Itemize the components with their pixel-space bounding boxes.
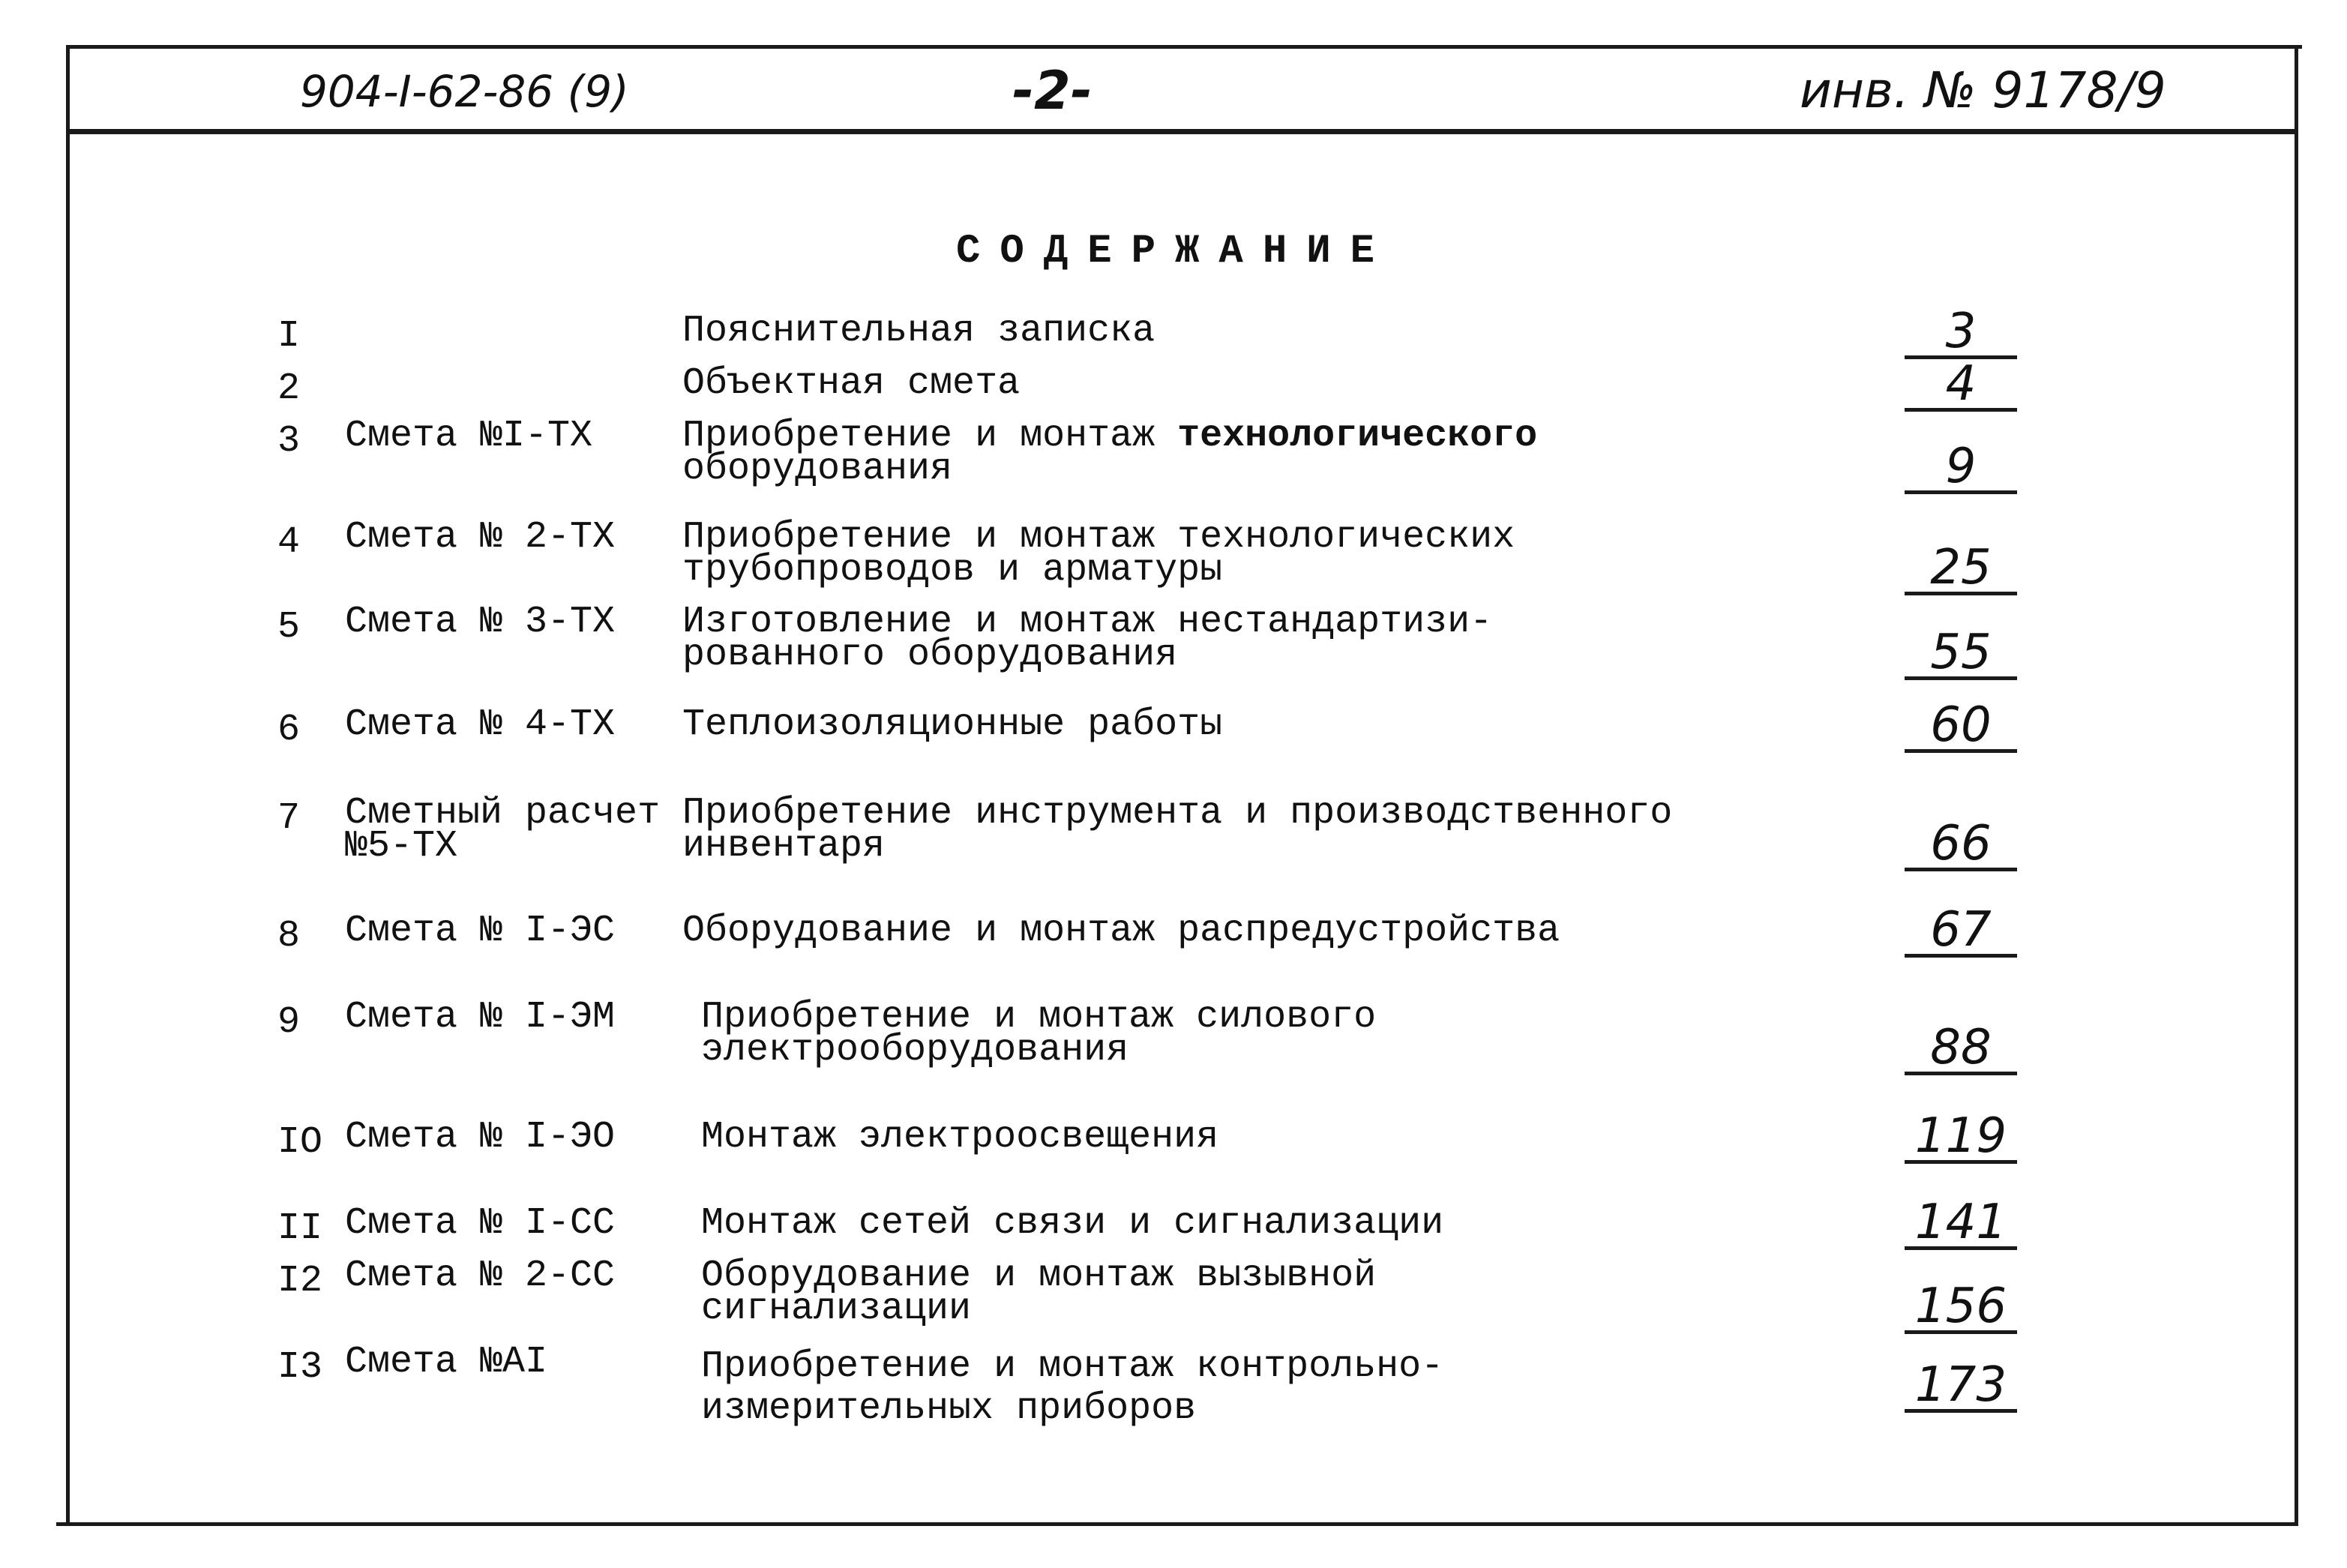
- entry-page: 173: [1905, 1361, 2017, 1413]
- entry-number: 4: [277, 521, 301, 564]
- entry-number: 5: [277, 606, 301, 649]
- entry-document: Смета № 2-СС: [345, 1255, 616, 1297]
- entry-description: Оборудование и монтаж распредустройства: [682, 910, 1560, 952]
- entry-description-line2: инвентаря: [682, 825, 886, 868]
- entry-page: 66: [1905, 820, 2017, 871]
- entry-document: [345, 792, 661, 868]
- entry-page: 3: [1905, 307, 2017, 359]
- entry-description-text: Приобретение и монтаж контрольно-: [701, 1345, 1444, 1388]
- entry-description: [682, 516, 1515, 592]
- entry-description-text: Приобретение и монтаж силового: [701, 996, 1377, 1039]
- entry-number: 2: [277, 367, 301, 410]
- entry-page: 156: [1905, 1282, 2017, 1334]
- entry-document: Смета №I-ТХ: [345, 415, 593, 457]
- entry-page: 25: [1905, 544, 2017, 595]
- entry-page: 4: [1905, 360, 2017, 412]
- entry-page: 9: [1905, 442, 2017, 494]
- entry-description-text: Изготовление и монтаж нестандартизи-: [682, 601, 1493, 643]
- entry-document: Смета №АI: [345, 1341, 548, 1384]
- entry-document-line2: №5-ТХ: [345, 825, 458, 868]
- entry-document: Смета № I-СС: [345, 1202, 616, 1245]
- entry-document: Смета № I-ЭС: [345, 910, 616, 952]
- entry-page: 88: [1905, 1024, 2017, 1075]
- entry-description-line2: электрооборудования: [701, 1029, 1129, 1072]
- entry-number: 6: [277, 709, 301, 751]
- entry-number: II: [277, 1207, 323, 1250]
- entry-number: I: [277, 315, 301, 358]
- entry-number: I3: [277, 1346, 323, 1389]
- entry-page: 55: [1905, 628, 2017, 680]
- entry-description-text: Оборудование и монтаж вызывной: [701, 1255, 1377, 1297]
- entry-number: I2: [277, 1260, 323, 1303]
- page-number: -2-: [1012, 60, 1093, 121]
- entry-description: [701, 1346, 1443, 1430]
- entry-description: [682, 601, 1493, 676]
- entry-document: Смета № 2-ТХ: [345, 516, 616, 559]
- entry-description: [682, 415, 1538, 490]
- frame-left-border: [66, 45, 70, 1522]
- entry-document: Смета № I-ЭМ: [345, 996, 616, 1039]
- entry-document-text: Сметный расчет: [345, 792, 661, 835]
- entry-description: [701, 996, 1377, 1072]
- entry-description-line2: измерительных приборов: [701, 1387, 1197, 1430]
- page-title: СОДЕРЖАНИЕ: [956, 229, 1395, 274]
- entry-description-bold: технологического: [1177, 415, 1538, 457]
- entry-page: 60: [1905, 701, 2017, 753]
- entry-number: 3: [277, 420, 301, 463]
- entry-number: IO: [277, 1121, 323, 1164]
- entry-number: 8: [277, 915, 301, 958]
- entry-description-text: Приобретение инструмента и производственного: [682, 792, 1673, 835]
- inventory-number: инв. № 9178/9: [1800, 61, 2166, 119]
- frame-right-border: [2295, 45, 2298, 1526]
- entry-description: Монтаж электроосвещения: [701, 1116, 1219, 1159]
- entry-description: Монтаж сетей связи и сигнализации: [701, 1202, 1444, 1245]
- entry-number: 9: [277, 1001, 301, 1044]
- entry-description-text: Приобретение и монтаж: [682, 415, 1178, 457]
- entry-description-text: Приобретение и монтаж технологических: [682, 516, 1515, 559]
- entry-description-line2: сигнализации: [701, 1288, 972, 1330]
- entry-document: Смета № I-ЭО: [345, 1116, 616, 1159]
- entry-document: Смета № 3-ТХ: [345, 601, 616, 643]
- entry-description: Теплоизоляционные работы: [682, 703, 1223, 746]
- entry-page: 67: [1905, 906, 2017, 958]
- frame-bottom-border: [56, 1522, 2298, 1526]
- frame-top-border: [67, 45, 2302, 49]
- entry-page: 119: [1905, 1112, 2017, 1164]
- entry-document: Смета № 4-ТХ: [345, 703, 616, 746]
- header-rule: [69, 129, 2296, 134]
- entry-description-line2: трубопроводов и арматуры: [682, 549, 1223, 592]
- entry-number: 7: [277, 797, 301, 840]
- entry-description-line2: оборудования: [682, 448, 953, 490]
- entry-page: 141: [1905, 1198, 2017, 1250]
- entry-description: Объектная смета: [682, 362, 1021, 405]
- entry-description: Пояснительная записка: [682, 310, 1156, 352]
- document-code: 904-I-62-86 (9): [300, 66, 629, 117]
- entry-description-line2: рованного оборудования: [682, 634, 1178, 676]
- entry-description: [682, 792, 1673, 868]
- entry-description: [701, 1255, 1377, 1330]
